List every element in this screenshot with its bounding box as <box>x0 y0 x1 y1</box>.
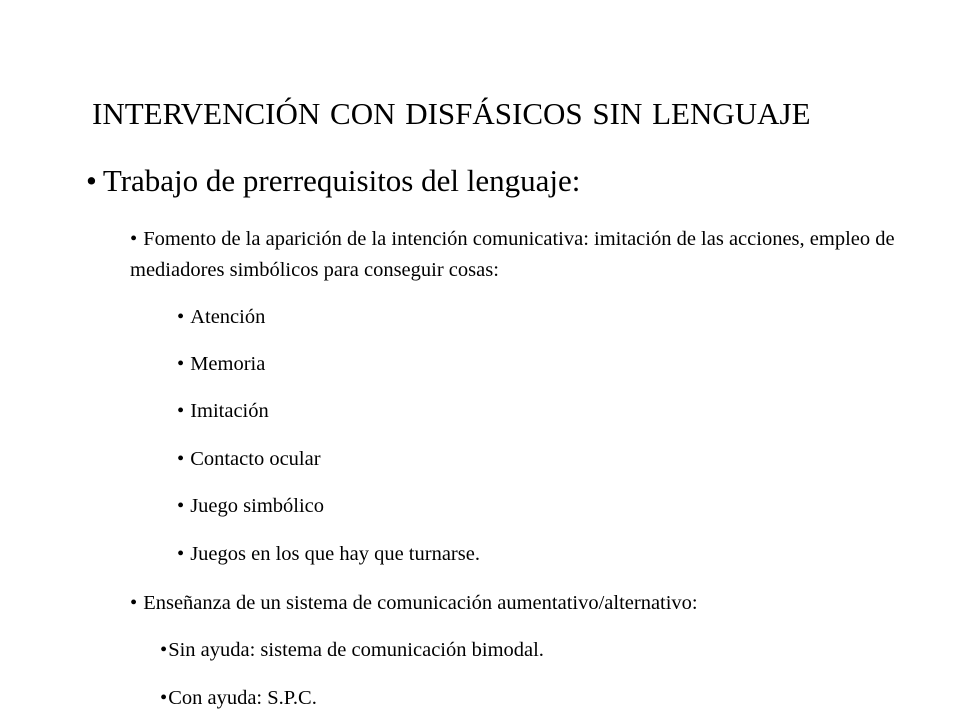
bullet-icon: • <box>177 495 185 517</box>
sub-bullet-ensenanza <box>130 588 698 619</box>
bullet-icon: • <box>177 543 185 565</box>
list-item-text: Memoria <box>190 353 266 375</box>
list-item <box>177 398 269 424</box>
bullet-icon: • <box>130 592 138 614</box>
list-item <box>177 541 480 567</box>
list-item-text: Juegos en los que hay que turnarse. <box>190 543 480 565</box>
main-bullet-text: Trabajo de prerrequisitos del lenguaje: <box>102 163 581 198</box>
list-item-text: Juego simbólico <box>190 495 324 517</box>
list-item <box>177 446 321 472</box>
list-item-text: Con ayuda: S.P.C. <box>168 687 317 709</box>
slide-title: INTERVENCIÓN CON DISFÁSICOS SIN LENGUAJE <box>92 96 811 131</box>
sub-bullet-text: Fomento de la aparición de la intención comunicativa: imitación de las acciones, empleo de mediadores simbólicos para conseguir cosas: <box>130 228 895 281</box>
list-item-text: Contacto ocular <box>190 448 321 470</box>
bullet-icon: • <box>177 448 185 470</box>
bullet-icon: • <box>177 306 185 328</box>
bullet-icon: • <box>86 163 97 198</box>
bullet-icon: • <box>177 400 185 422</box>
list-item-text: Imitación <box>190 400 269 422</box>
list-item <box>160 637 544 663</box>
bullet-icon: • <box>177 353 185 375</box>
list-item <box>177 351 265 377</box>
list-item <box>177 493 324 519</box>
sub-bullet-text: Enseñanza de un sistema de comunicación aumentativo/alternativo: <box>143 592 698 614</box>
bullet-icon: • <box>130 228 138 250</box>
list-item-text: Atención <box>190 306 266 328</box>
bullet-icon: • <box>160 639 168 661</box>
list-item <box>160 685 317 711</box>
bullet-icon: • <box>160 687 168 709</box>
main-bullet <box>86 163 580 199</box>
sub-bullet-fomento <box>130 224 930 286</box>
list-item-text: Sin ayuda: sistema de comunicación bimodal. <box>168 639 544 661</box>
list-item <box>177 304 265 330</box>
